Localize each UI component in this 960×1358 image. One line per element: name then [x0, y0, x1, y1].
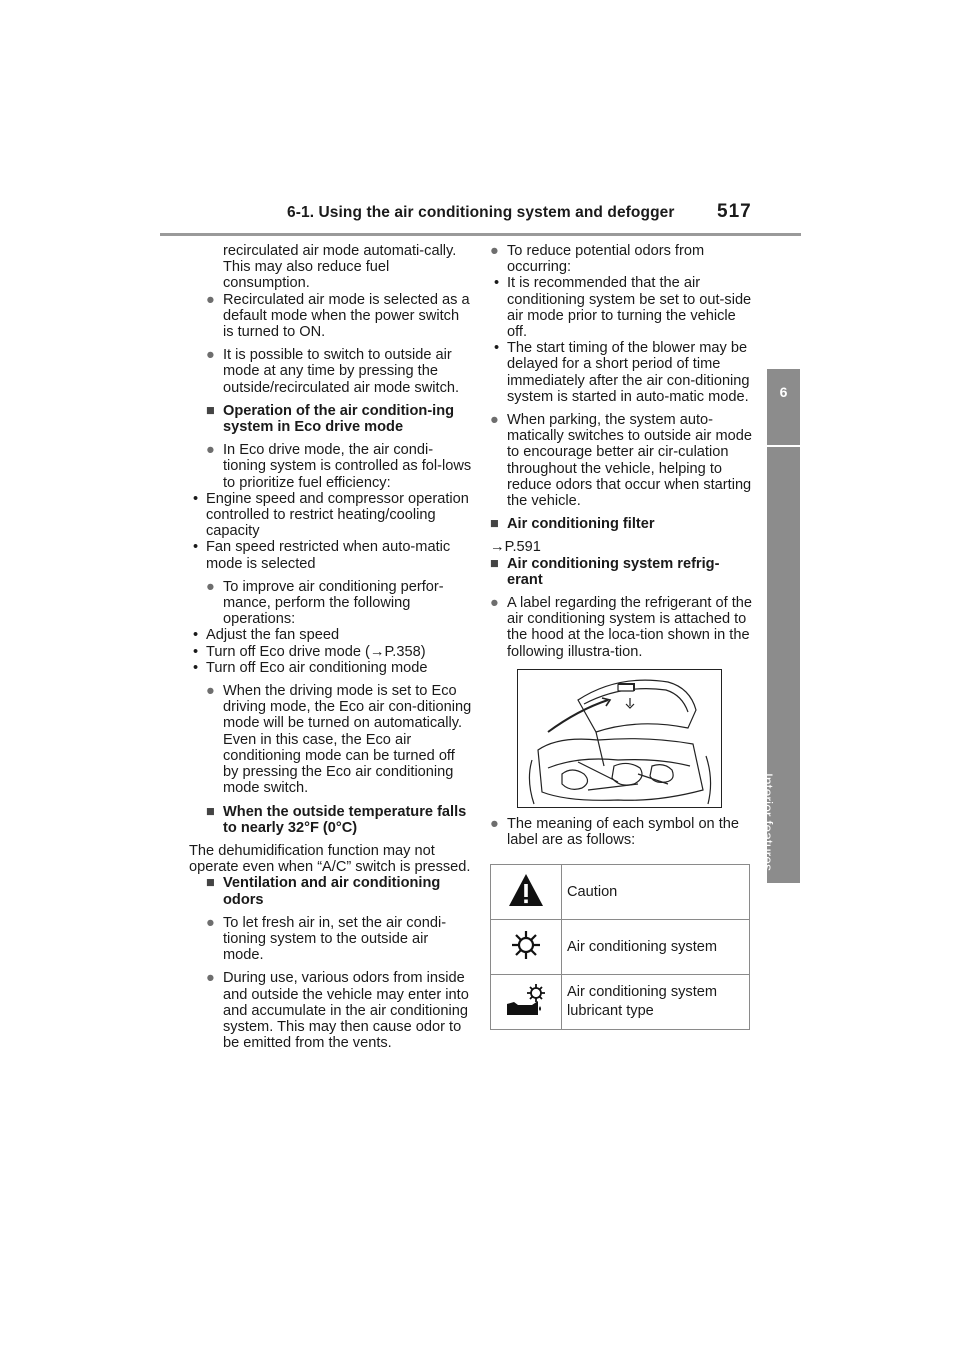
chapter-label — [760, 773, 776, 871]
dash-item — [189, 627, 472, 643]
bullet-text: A label regarding the refrigerant of the air conditioning system is attached to the hood at the loca-tion shown in the following illustra-tion. — [507, 595, 753, 660]
dash-item — [189, 491, 472, 540]
bullet-item — [490, 412, 752, 509]
section-heading — [206, 804, 472, 836]
bullet-icon: ● — [206, 578, 215, 595]
square-icon: ■ — [490, 516, 499, 533]
dash-text: Turn off Eco drive mode ( — [206, 643, 370, 660]
dash-item — [189, 644, 472, 660]
page-reference-link[interactable]: P.358) — [384, 643, 426, 660]
symbol-cell — [491, 975, 562, 1030]
heading-text: Air conditioning system refrig-erant — [507, 555, 720, 588]
dash-icon: • — [193, 659, 199, 676]
dash-list — [490, 275, 752, 405]
bullet-item — [206, 442, 472, 491]
dash-text: Engine speed and compressor operation controlled to restrict heating/cooling capacity — [206, 490, 469, 540]
bullet-icon: ● — [206, 347, 215, 364]
arrow-icon: → — [490, 539, 505, 556]
dash-text: Adjust the fan speed — [206, 627, 340, 644]
chapter-number: 6 — [779, 384, 788, 400]
dash-item — [490, 340, 752, 405]
chapter-label-text: Interior features — [760, 773, 776, 872]
dash-text: Turn off Eco air conditioning mode — [206, 659, 428, 676]
bullet-icon: ● — [490, 243, 499, 259]
side-tab-divider — [767, 445, 800, 447]
dash-icon: • — [494, 275, 500, 292]
right-column — [490, 243, 752, 1030]
bullet-text: To reduce potential odors from occurring: — [507, 243, 705, 276]
bullet-icon: ● — [206, 291, 215, 308]
bullet-icon: ● — [490, 815, 499, 832]
bullet-text: Recirculated air mode is selected as a default mode when the power switch is turned to ON. — [223, 291, 470, 341]
heading-text: Air conditioning filter — [507, 516, 655, 533]
square-icon: ■ — [206, 875, 215, 892]
bullet-item — [206, 970, 472, 1051]
bullet-icon: ● — [490, 595, 499, 612]
dash-icon: • — [193, 643, 199, 660]
bullet-text: During use, various odors from inside and outside the vehicle may enter into and accumulate in the air conditioning system. This may then cause odor to be emitted from the vents. — [223, 970, 469, 1052]
bullet-icon: ● — [206, 970, 215, 987]
table-row — [491, 975, 750, 1030]
symbol-description: Air conditioning system lubricant type — [562, 975, 750, 1030]
dash-icon: • — [193, 627, 199, 644]
page-header-title: 6-1. Using the air conditioning system and defogger — [287, 204, 675, 221]
dash-text: Fan speed restricted when auto-matic mode is selected — [206, 539, 451, 572]
arrow-icon: → — [369, 643, 385, 660]
paragraph: recirculated air mode automati-cally. This may also reduce fuel consumption. — [223, 243, 457, 292]
bullet-icon: ● — [206, 683, 215, 700]
symbol-cell — [491, 865, 562, 920]
dash-list — [189, 491, 472, 572]
bullet-item — [490, 816, 752, 848]
left-column — [189, 243, 472, 1058]
symbol-meaning-table — [490, 864, 750, 1030]
dash-text: The start timing of the blower may be delayed for a short period of time immediately after the air con-ditioning system is started in auto-matic mode. — [507, 340, 750, 405]
symbol-description: Air conditioning system — [562, 920, 750, 975]
square-icon: ■ — [206, 402, 215, 419]
section-heading — [490, 516, 752, 532]
dash-icon: • — [193, 490, 199, 507]
heading-text: Ventilation and air conditioning odors — [223, 875, 441, 908]
bullet-icon: ● — [206, 914, 215, 931]
page-number: 517 — [717, 201, 752, 222]
dash-item — [490, 275, 752, 340]
bullet-item — [206, 292, 472, 341]
bullet-item — [206, 579, 472, 628]
section-heading — [490, 556, 752, 588]
bullet-text: In Eco drive mode, the air condi-tioning system is controlled as fol-lows to prioritize fuel efficiency: — [223, 442, 472, 491]
header-divider — [160, 233, 801, 236]
ac-system-icon — [510, 929, 542, 961]
symbol-cell — [491, 920, 562, 975]
bullet-text: When parking, the system auto-matically switches to outside air mode to encourage better air cir-culation throughout the vehicle, helping to reduce odors that occur when starting the vehicle. — [507, 412, 752, 510]
dash-icon: • — [494, 340, 500, 357]
hood-label-illustration — [517, 669, 722, 808]
bullet-text: When the driving mode is set to Eco driving mode, the Eco air con-ditioning mode will be turned on automatically. Even in this case, the Eco air conditioning mode can be turned off by pressing the Eco air conditioning mode switch. — [223, 683, 472, 797]
heading-text: When the outside temperature falls to nearly 32°F (0°C) — [223, 803, 467, 836]
paragraph: The dehumidification function may not operate even when “A/C” switch is pressed. — [189, 842, 471, 876]
bullet-text: To let fresh air in, set the air condi-tioning system to the outside air mode. — [223, 914, 447, 964]
dash-text: It is recommended that the air conditioning system be set to out-side air mode prior to turning the vehicle off. — [507, 275, 752, 341]
bullet-text: The meaning of each symbol on the label are as follows: — [507, 815, 740, 849]
dash-item — [189, 660, 472, 676]
bullet-icon: ● — [490, 412, 499, 429]
page-reference — [490, 539, 752, 555]
dash-list — [189, 627, 472, 676]
bullet-item — [206, 915, 472, 964]
table-row — [491, 920, 750, 975]
heading-text: Operation of the air condition-ing system in Eco drive mode — [223, 402, 455, 436]
dash-icon: • — [193, 539, 199, 556]
dash-item — [189, 539, 472, 571]
square-icon: ■ — [206, 803, 215, 820]
bullet-item — [490, 595, 752, 660]
bullet-item — [490, 243, 752, 275]
square-icon: ■ — [490, 555, 499, 572]
page-reference-link[interactable]: P.591 — [504, 539, 541, 556]
bullet-text: It is possible to switch to outside air mode at any time by pressing the outside/recirculated air mode switch. — [223, 347, 460, 396]
open-hood-drawing — [518, 670, 721, 807]
ac-lubricant-icon — [504, 982, 548, 1018]
bullet-item — [206, 683, 472, 796]
table-row — [491, 865, 750, 920]
section-heading — [206, 403, 472, 435]
caution-triangle-icon — [508, 873, 544, 907]
section-heading — [206, 875, 472, 907]
bullet-icon: ● — [206, 442, 215, 459]
symbol-description: Caution — [562, 865, 750, 920]
bullet-text: To improve air conditioning perfor-mance, perform the following operations: — [223, 578, 444, 628]
bullet-item — [206, 347, 472, 396]
